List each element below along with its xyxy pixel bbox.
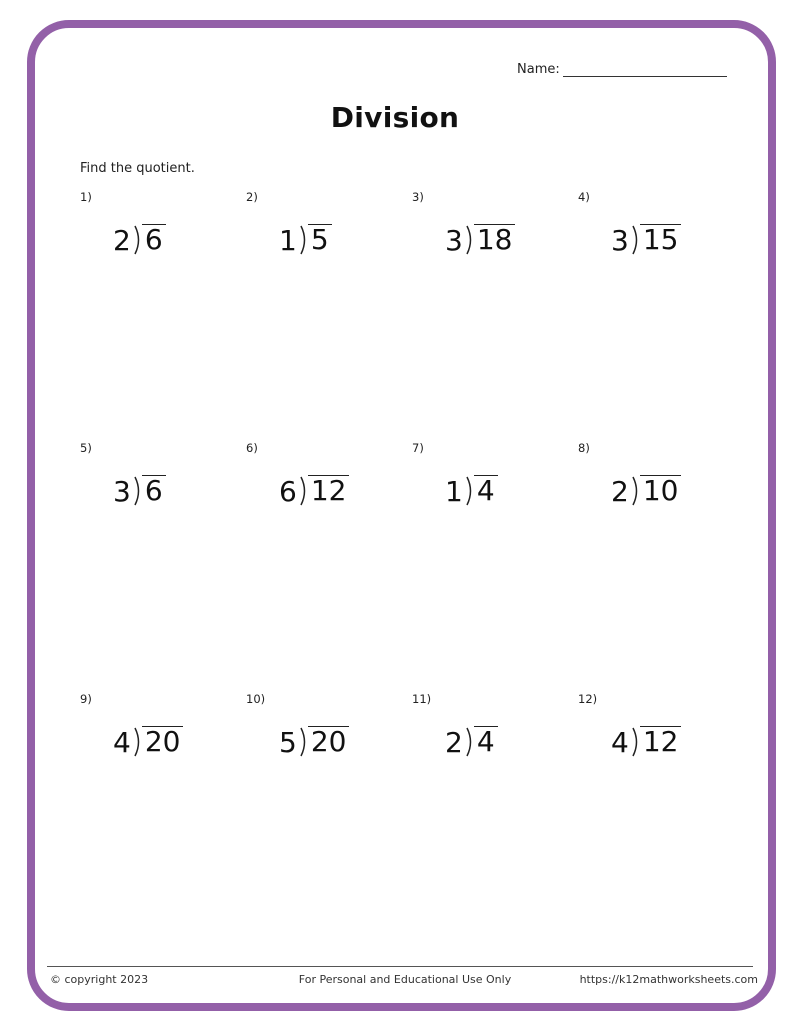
- long-division-expression: [611, 726, 681, 760]
- divisor: 4: [611, 726, 629, 759]
- dividend: 6: [142, 224, 166, 255]
- problem-number: 7): [412, 441, 424, 455]
- name-field[interactable]: [517, 62, 727, 77]
- footer-divider: [47, 966, 753, 967]
- dividend: 4: [474, 475, 498, 506]
- divisor: 5: [279, 726, 297, 759]
- dividend: 15: [640, 224, 682, 255]
- long-division-expression: [279, 726, 349, 760]
- long-division-expression: [445, 224, 515, 258]
- problem-11: [412, 692, 572, 792]
- problem-number: 1): [80, 190, 92, 204]
- problem-number: 10): [246, 692, 266, 706]
- long-division-expression: [279, 475, 349, 509]
- instructions: Find the quotient.: [80, 161, 195, 176]
- name-label: Name:: [517, 62, 560, 77]
- dividend: 4: [474, 726, 498, 757]
- long-division-expression: [611, 224, 681, 258]
- problem-3: [412, 190, 572, 290]
- problem-number: 3): [412, 190, 424, 204]
- long-division-expression: [113, 224, 166, 258]
- divisor: 1: [445, 475, 463, 508]
- problem-number: 9): [80, 692, 92, 706]
- dividend: 5: [308, 224, 332, 255]
- problem-number: 4): [578, 190, 590, 204]
- division-bracket-icon: [465, 727, 474, 757]
- dividend: 12: [308, 475, 350, 506]
- division-bracket-icon: [631, 225, 640, 255]
- long-division-expression: [445, 726, 498, 760]
- problem-number: 2): [246, 190, 258, 204]
- long-division-expression: [279, 224, 332, 258]
- problem-4: [578, 190, 738, 290]
- problem-number: 5): [80, 441, 92, 455]
- footer-website-link[interactable]: https://k12mathworksheets.com: [579, 973, 758, 986]
- division-bracket-icon: [631, 727, 640, 757]
- long-division-expression: [113, 726, 183, 760]
- divisor: 1: [279, 224, 297, 257]
- divisor: 6: [279, 475, 297, 508]
- problem-number: 11): [412, 692, 432, 706]
- divisor: 2: [611, 475, 629, 508]
- page-title: Division: [330, 101, 460, 134]
- division-bracket-icon: [299, 225, 308, 255]
- problem-6: [246, 441, 406, 541]
- division-bracket-icon: [465, 225, 474, 255]
- division-bracket-icon: [465, 476, 474, 506]
- division-bracket-icon: [133, 476, 142, 506]
- dividend: 10: [640, 475, 682, 506]
- problem-12: [578, 692, 738, 792]
- divisor: 3: [445, 224, 463, 257]
- footer-usage-note: For Personal and Educational Use Only: [298, 973, 512, 986]
- division-bracket-icon: [631, 476, 640, 506]
- dividend: 20: [308, 726, 350, 757]
- division-bracket-icon: [299, 476, 308, 506]
- divisor: 3: [611, 224, 629, 257]
- long-division-expression: [113, 475, 166, 509]
- dividend: 18: [474, 224, 516, 255]
- dividend: 20: [142, 726, 184, 757]
- problem-8: [578, 441, 738, 541]
- divisor: 4: [113, 726, 131, 759]
- division-bracket-icon: [133, 225, 142, 255]
- divisor: 3: [113, 475, 131, 508]
- footer-copyright: © copyright 2023: [50, 973, 149, 986]
- problem-number: 8): [578, 441, 590, 455]
- dividend: 6: [142, 475, 166, 506]
- problem-2: [246, 190, 406, 290]
- name-blank-line[interactable]: [563, 63, 727, 77]
- problem-number: 6): [246, 441, 258, 455]
- problem-5: [80, 441, 240, 541]
- division-bracket-icon: [133, 727, 142, 757]
- problem-10: [246, 692, 406, 792]
- problem-number: 12): [578, 692, 598, 706]
- problem-9: [80, 692, 240, 792]
- division-bracket-icon: [299, 727, 308, 757]
- problem-1: [80, 190, 240, 290]
- long-division-expression: [611, 475, 681, 509]
- long-division-expression: [445, 475, 498, 509]
- divisor: 2: [445, 726, 463, 759]
- divisor: 2: [113, 224, 131, 257]
- dividend: 12: [640, 726, 682, 757]
- problem-7: [412, 441, 572, 541]
